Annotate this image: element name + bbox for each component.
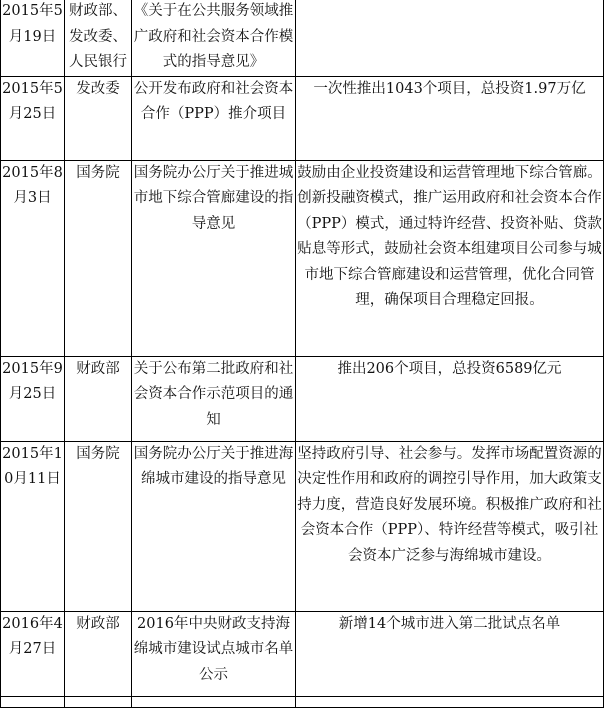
document-cell: 国务院办公厅关于推进海绵城市建设的指导意见 xyxy=(132,441,296,611)
date-cell: 2015年5月25日 xyxy=(1,76,65,160)
table-row xyxy=(1,696,604,707)
document-cell: 国务院办公厅关于推进城市地下综合管廊建设的指导意见 xyxy=(132,160,296,356)
content-cell: 推出206个项目，总投资6589亿元 xyxy=(296,356,604,441)
department-cell: 国务院 xyxy=(65,441,132,611)
content-cell: 坚持政府引导、社会参与。发挥市场配置资源的决定性作用和政府的调控引导作用，加大政策支持力度，营造良好发展环境。积极推广政府和社会资本合作（PPP）、特许经营等模式，吸引社会资本广泛参与海绵城市建设。 xyxy=(296,441,604,611)
document-cell: 《关于在公共服务领域推广政府和社会资本合作模式的指导意见》 xyxy=(132,0,296,76)
content-cell xyxy=(296,0,604,76)
department-cell: 发改委 xyxy=(65,76,132,160)
department-cell xyxy=(65,696,132,707)
date-cell xyxy=(1,696,65,707)
content-cell: 鼓励由企业投资建设和运营管理地下综合管廊。创新投融资模式，推广运用政府和社会资本合作（PPP）模式，通过特许经营、投资补贴、贷款贴息等形式，鼓励社会资本组建项目公司参与城市地下综合管廊建设和运营管理，优化合同管理，确保项目合理稳定回报。 xyxy=(296,160,604,356)
table-row xyxy=(1,160,604,356)
table-row xyxy=(1,76,604,160)
content-cell: 一次性推出1043个项目，总投资1.97万亿 xyxy=(296,76,604,160)
date-cell: 2016年4月27日 xyxy=(1,611,65,696)
department-cell: 财政部 xyxy=(65,356,132,441)
date-cell: 2015年8月3日 xyxy=(1,160,65,356)
document-cell: 公开发布政府和社会资本合作（PPP）推介项目 xyxy=(132,76,296,160)
document-cell: 关于公布第二批政府和社会资本合作示范项目的通知 xyxy=(132,356,296,441)
document-cell xyxy=(132,696,296,707)
date-cell: 2015年10月11日 xyxy=(1,441,65,611)
table-row xyxy=(1,0,604,76)
date-cell: 2015年9月25日 xyxy=(1,356,65,441)
content-cell: 新增14个城市进入第二批试点名单 xyxy=(296,611,604,696)
department-cell: 国务院 xyxy=(65,160,132,356)
department-cell: 财政部、发改委、人民银行 xyxy=(65,0,132,76)
department-cell: 财政部 xyxy=(65,611,132,696)
content-cell xyxy=(296,696,604,707)
document-cell: 2016年中央财政支持海绵城市建设试点城市名单公示 xyxy=(132,611,296,696)
table-row xyxy=(1,356,604,441)
table-row xyxy=(1,441,604,611)
table-row xyxy=(1,611,604,696)
date-cell: 2015年5月19日 xyxy=(1,0,65,76)
